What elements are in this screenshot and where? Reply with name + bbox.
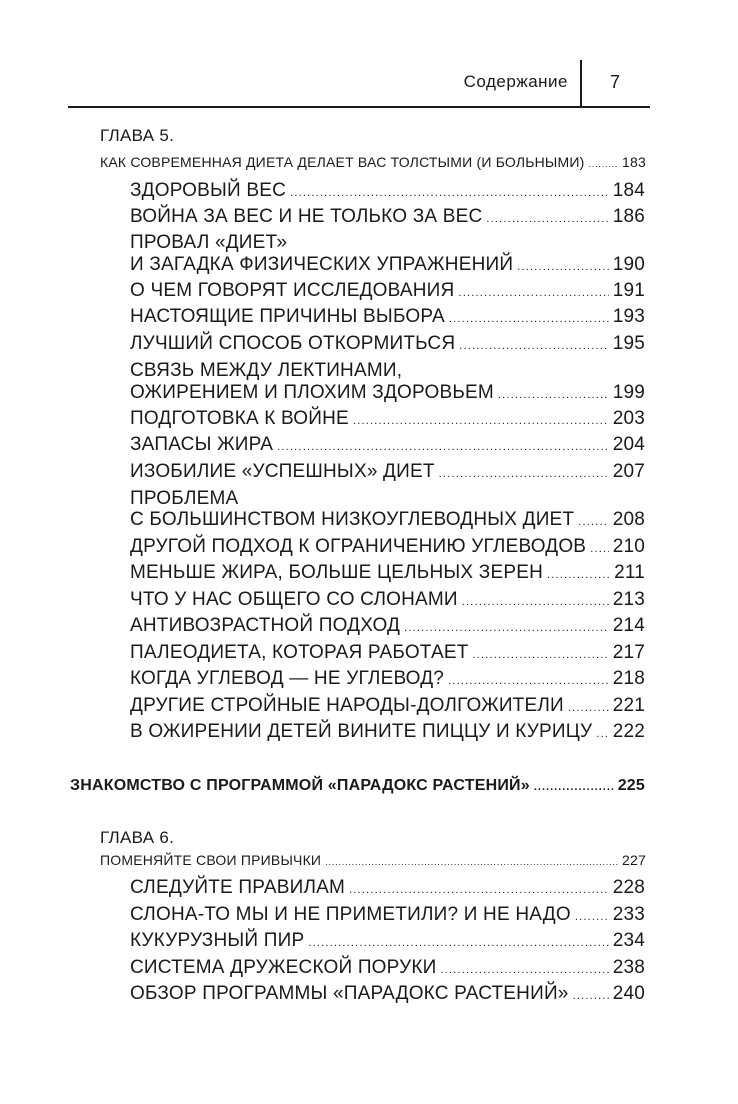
toc-entry-title: КОГДА УГЛЕВОД — НЕ УГЛЕВОД? [130, 668, 445, 689]
toc-entry-page: 191 [612, 280, 645, 301]
toc-entry-page: 184 [612, 180, 645, 201]
leader-dots [349, 885, 609, 896]
header-rule [68, 106, 650, 108]
leader-dots [486, 214, 608, 225]
toc-entry-page: 203 [612, 408, 645, 429]
chapter-5-title-row[interactable] [100, 154, 646, 170]
section-heading-row[interactable] [70, 777, 645, 795]
chapter-5-label: ГЛАВА 5. [100, 126, 175, 145]
toc-entry-title: С БОЛЬШИНСТВОМ НИЗКОУГЛЕВОДНЫХ ДИЕТ [130, 509, 575, 530]
toc-entry-title: АНТИВОЗРАСТНОЙ ПОДХОД [130, 615, 401, 636]
toc-entry[interactable] [130, 983, 645, 1005]
toc-entry-title: И ЗАГАДКА ФИЗИЧЕСКИХ УПРАЖНЕНИЙ [130, 254, 514, 275]
leader-dots [441, 965, 609, 976]
chapter-5-title: КАК СОВРЕМЕННАЯ ДИЕТА ДЕЛАЕТ ВАС ТОЛСТЫМИ (И БОЛЬНЫМИ) [100, 154, 585, 170]
leader-dots [547, 570, 610, 581]
toc-entry-title: ЗДОРОВЫЙ ВЕС [130, 180, 287, 201]
toc-entry[interactable] [130, 562, 645, 584]
toc-entry[interactable] [130, 280, 645, 302]
toc-entry-page: 199 [612, 382, 645, 403]
toc-entry[interactable] [130, 642, 645, 664]
leader-dots [353, 416, 609, 427]
toc-entry[interactable] [130, 434, 645, 456]
toc-entry-title: ДРУГИЕ СТРОЙНЫЕ НАРОДЫ-ДОЛГОЖИТЕЛИ [130, 695, 564, 716]
toc-entry-title: ДРУГОЙ ПОДХОД К ОГРАНИЧЕНИЮ УГЛЕВОДОВ [130, 536, 587, 557]
toc-entry-title: ИЗОБИЛИЕ «УСПЕШНЫХ» ДИЕТ [130, 461, 435, 482]
leader-dots [517, 262, 608, 273]
toc-entry-title: ЗАПАСЫ ЖИРА [130, 434, 274, 455]
header-divider [580, 60, 582, 106]
toc-entry-title: МЕНЬШЕ ЖИРА, БОЛЬШЕ ЦЕЛЬНЫХ ЗЕРЕН [130, 562, 543, 583]
toc-entry-page: 217 [612, 642, 645, 663]
leader-dots [290, 188, 609, 199]
leader-dots [308, 938, 608, 949]
toc-entry-title: СЛЕДУЙТЕ ПРАВИЛАМ [130, 877, 346, 898]
toc-entry[interactable] [130, 180, 645, 202]
toc-entry[interactable] [130, 957, 645, 979]
leader-dots [458, 288, 608, 299]
toc-entry-title: ПАЛЕОДИЕТА, КОТОРАЯ РАБОТАЕТ [130, 642, 469, 663]
toc-entry[interactable] [130, 536, 645, 558]
leader-dots [325, 858, 618, 867]
section-title: ЗНАКОМСТВО С ПРОГРАММОЙ «ПАРАДОКС РАСТЕНИЙ» [70, 777, 530, 794]
leader-dots [404, 623, 609, 634]
toc-entry[interactable] [130, 930, 645, 952]
leader-dots [590, 544, 609, 555]
leader-dots [449, 314, 609, 325]
toc-entry[interactable] [130, 306, 645, 328]
chapter-6-title: ПОМЕНЯЙТЕ СВОИ ПРИВЫЧКИ [100, 852, 322, 868]
section-page: 225 [617, 777, 645, 794]
leader-dots [462, 597, 609, 608]
toc-entry[interactable] [130, 382, 645, 404]
toc-entry-title: О ЧЕМ ГОВОРЯТ ИССЛЕДОВАНИЯ [130, 280, 455, 301]
leader-dots [568, 703, 609, 714]
toc-entry-title: ОЖИРЕНИЕМ И ПЛОХИМ ЗДОРОВЬЕМ [130, 382, 494, 403]
leader-dots [573, 991, 609, 1002]
leader-dots [439, 469, 609, 480]
toc-entry-page: 222 [612, 721, 645, 742]
leader-dots [473, 650, 609, 661]
leader-dots [575, 912, 609, 923]
toc-entry[interactable] [130, 254, 645, 276]
toc-entry[interactable] [130, 615, 645, 637]
toc-entry-page: 218 [612, 668, 645, 689]
leader-dots [578, 517, 608, 528]
toc-entry-page: 211 [614, 562, 645, 583]
toc-entry[interactable] [130, 408, 645, 430]
toc-entry-title: СЛОНА-ТО МЫ И НЕ ПРИМЕТИЛИ? И НЕ НАДО [130, 904, 571, 925]
toc-entry[interactable] [130, 695, 645, 717]
toc-entry-page: 210 [612, 536, 645, 557]
toc-entry-title: ЧТО У НАС ОБЩЕГО СО СЛОНАМИ [130, 589, 458, 610]
leader-dots [534, 782, 614, 793]
toc-entry-title: ОБЗОР ПРОГРАММЫ «ПАРАДОКС РАСТЕНИЙ» [130, 983, 569, 1004]
toc-entry-line1[interactable]: ПРОБЛЕМА [130, 488, 239, 509]
toc-entry-page: 228 [612, 877, 645, 898]
toc-entry-page: 240 [612, 983, 645, 1004]
toc-entry-title: НАСТОЯЩИЕ ПРИЧИНЫ ВЫБОРА [130, 306, 445, 327]
toc-entry-page: 207 [612, 461, 645, 482]
leader-dots [589, 160, 619, 169]
toc-entry-page: 195 [612, 333, 645, 354]
toc-entry-title: СИСТЕМА ДРУЖЕСКОЙ ПОРУКИ [130, 957, 437, 978]
toc-entry[interactable] [130, 206, 645, 228]
toc-entry[interactable] [130, 877, 645, 899]
toc-entry-page: 204 [612, 434, 645, 455]
toc-entry-line1[interactable]: ПРОВАЛ «ДИЕТ» [130, 232, 288, 253]
toc-entry[interactable] [130, 668, 645, 690]
toc-entry-page: 214 [612, 615, 645, 636]
toc-entry-title: ВОЙНА ЗА ВЕС И НЕ ТОЛЬКО ЗА ВЕС [130, 206, 483, 227]
toc-entry-page: 193 [612, 306, 645, 327]
toc-entry-page: 186 [612, 206, 645, 227]
toc-entry-page: 234 [612, 930, 645, 951]
chapter-5-page: 183 [622, 154, 646, 170]
toc-entry-page: 238 [612, 957, 645, 978]
chapter-6-page: 227 [622, 852, 646, 868]
header-title: Содержание [463, 72, 568, 91]
toc-entry-title: В ОЖИРЕНИИ ДЕТЕЙ ВИНИТЕ ПИЦЦУ И КУРИЦУ [130, 721, 593, 742]
toc-entry[interactable] [130, 721, 645, 743]
leader-dots [596, 729, 608, 740]
leader-dots [277, 442, 609, 453]
toc-entry-page: 208 [612, 509, 645, 530]
chapter-6-label: ГЛАВА 6. [100, 828, 175, 847]
toc-entry[interactable] [130, 904, 645, 926]
leader-dots [498, 390, 609, 401]
toc-entry-line1[interactable]: СВЯЗЬ МЕЖДУ ЛЕКТИНАМИ, [130, 360, 403, 381]
running-header [68, 60, 650, 108]
leader-dots [459, 341, 608, 352]
toc-entry-title: КУКУРУЗНЫЙ ПИР [130, 930, 305, 951]
toc-entry-page: 221 [612, 695, 645, 716]
toc-entry[interactable] [130, 333, 645, 355]
toc-entry-title: ЛУЧШИЙ СПОСОБ ОТКОРМИТЬСЯ [130, 333, 456, 354]
leader-dots [448, 676, 609, 687]
toc-entry-page: 233 [612, 904, 645, 925]
toc-entry[interactable] [130, 461, 645, 483]
toc-entry-page: 190 [612, 254, 645, 275]
page-number: 7 [610, 72, 621, 92]
toc-entry[interactable] [130, 589, 645, 611]
toc-entry[interactable] [130, 509, 645, 531]
toc-entry-page: 213 [612, 589, 645, 610]
chapter-6-title-row[interactable] [100, 852, 646, 868]
toc-entry-title: ПОДГОТОВКА К ВОЙНЕ [130, 408, 349, 429]
